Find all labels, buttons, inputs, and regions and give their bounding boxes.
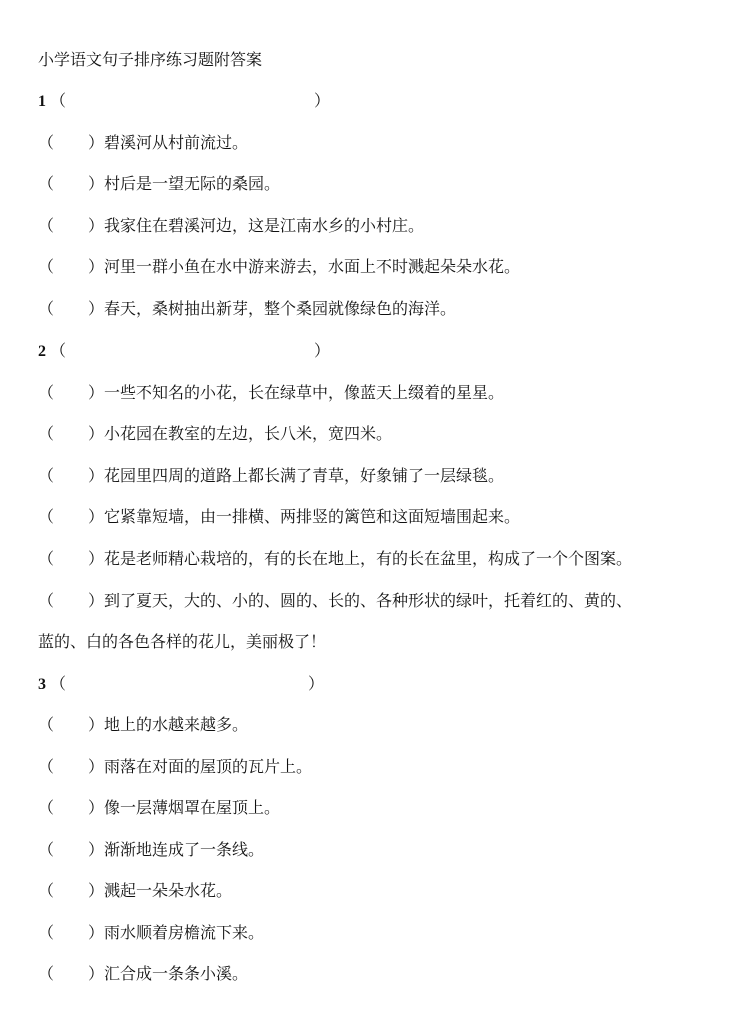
order-open-paren: （ [38,299,55,318]
order-close-paren: ） [88,798,105,817]
sentence-item [38,797,280,819]
sentence-text: 像一层薄烟罩在屋顶上。 [104,798,281,817]
order-open-paren: （ [38,424,55,443]
order-open-paren: （ [38,466,55,485]
sentence-item [38,256,520,278]
sentence-item [38,963,248,985]
sentence-text: 它紧靠短墙，由一排横、两排竖的篱笆和这面短墙围起来。 [104,507,521,526]
order-close-paren: ） [88,257,105,276]
question-1-header [38,90,330,113]
answer-close-paren: ） [314,91,331,110]
order-close-paren: ） [88,591,105,610]
sentence-text: 花是老师精心栽培的，有的长在地上，有的长在盆里，构成了一个个图案。 [104,549,633,568]
sentence-item [38,756,312,778]
sentence-item [38,880,232,902]
order-close-paren: ） [88,216,105,235]
order-close-paren: ） [88,549,105,568]
order-close-paren: ） [88,174,105,193]
order-close-paren: ） [88,424,105,443]
order-open-paren: （ [38,964,55,983]
answer-close-paren: ） [308,674,325,693]
order-open-paren: （ [38,257,55,276]
order-close-paren: ） [88,466,105,485]
sentence-item [38,298,456,320]
sentence-item [38,173,280,195]
order-open-paren: （ [38,798,55,817]
sentence-item [38,215,424,237]
sentence-text: 地上的水越来越多。 [104,715,249,734]
sentence-text: 汇合成一条条小溪。 [104,964,249,983]
sentence-text: 小花园在教室的左边，长八米，宽四米。 [104,424,393,443]
sentence-text: 渐渐地连成了一条线。 [104,840,265,859]
answer-open-paren: （ [50,341,67,360]
order-open-paren: （ [38,507,55,526]
sentence-text: 到了夏天，大的、小的、圆的、长的、各种形状的绿叶，托着红的、黄的、 [104,591,633,610]
sentence-item [38,465,504,487]
order-close-paren: ） [88,923,105,942]
sentence-text: 溅起一朵朵水花。 [104,881,233,900]
order-open-paren: （ [38,923,55,942]
question-number: 3 [38,676,46,693]
sentence-item [38,423,392,445]
order-open-paren: （ [38,174,55,193]
sentence-item [38,922,264,944]
sentence-text: 河里一群小鱼在水中游来游去，水面上不时溅起朵朵水花。 [104,257,521,276]
sentence-item [38,506,520,528]
order-close-paren: ） [88,840,105,859]
order-close-paren: ） [88,383,105,402]
sentence-text: 雨落在对面的屋顶的瓦片上。 [104,757,313,776]
order-close-paren: ） [88,299,105,318]
question-number: 1 [38,93,46,110]
sentence-item [38,714,248,736]
sentence-text: 春天，桑树抽出新芽，整个桑园就像绿色的海洋。 [104,299,457,318]
sentence-continuation: 蓝的、白的各色各样的花儿，美丽极了！ [38,632,327,651]
order-open-paren: （ [38,881,55,900]
order-close-paren: ） [88,507,105,526]
sentence-text: 村后是一望无际的桑园。 [104,174,281,193]
sentence-item [38,132,248,154]
question-3-header [38,673,324,696]
order-open-paren: （ [38,549,55,568]
order-open-paren: （ [38,133,55,152]
sentence-item [38,548,632,570]
answer-close-paren: ） [314,341,331,360]
question-number: 2 [38,343,46,360]
order-open-paren: （ [38,591,55,610]
order-close-paren: ） [88,715,105,734]
order-open-paren: （ [38,757,55,776]
sentence-item [38,590,632,612]
sentence-text: 雨水顺着房檐流下来。 [104,923,265,942]
sentence-text: 我家住在碧溪河边，这是江南水乡的小村庄。 [104,216,425,235]
answer-open-paren: （ [50,91,67,110]
sentence-item [38,382,504,404]
order-open-paren: （ [38,216,55,235]
order-close-paren: ） [88,757,105,776]
order-open-paren: （ [38,715,55,734]
answer-open-paren: （ [50,674,67,693]
page-title: 小学语文句子排序练习题附答案 [38,50,263,69]
order-close-paren: ） [88,881,105,900]
question-2-header [38,340,330,363]
sentence-item [38,839,264,861]
order-close-paren: ） [88,133,105,152]
order-open-paren: （ [38,383,55,402]
order-close-paren: ） [88,964,105,983]
sentence-text: 花园里四周的道路上都长满了青草，好象铺了一层绿毯。 [104,466,505,485]
order-open-paren: （ [38,840,55,859]
sentence-text: 碧溪河从村前流过。 [104,133,249,152]
sentence-text: 一些不知名的小花，长在绿草中，像蓝天上缀着的星星。 [104,383,505,402]
